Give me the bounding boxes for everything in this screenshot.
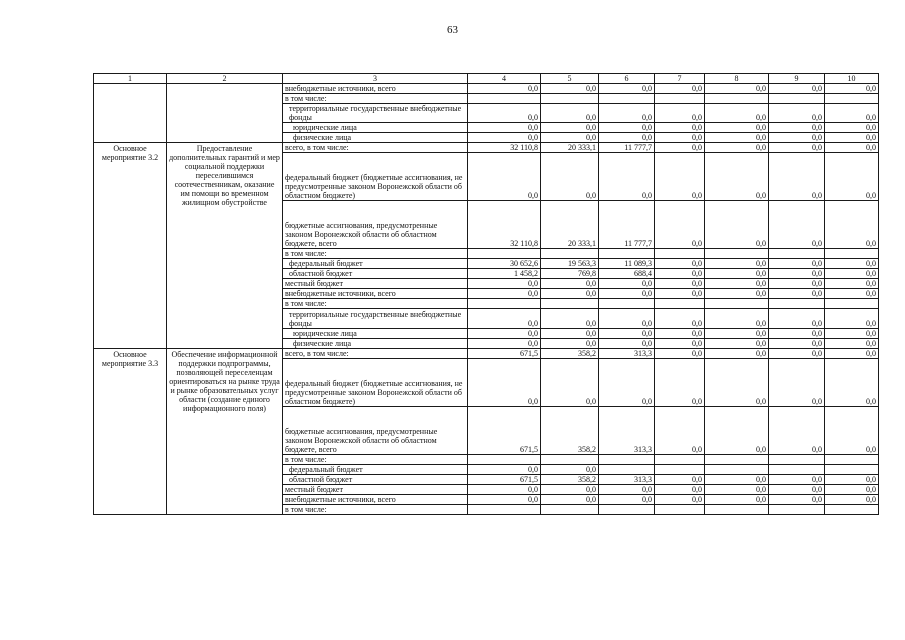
value-cell: 0,0 [769,269,825,279]
value-cell: 358,2 [541,475,599,485]
value-cell: 0,0 [541,495,599,505]
value-cell: 0,0 [705,133,769,143]
source-cell: местный бюджет [283,279,468,289]
value-cell: 358,2 [541,407,599,455]
value-cell: 0,0 [468,84,541,94]
value-cell: 0,0 [705,123,769,133]
source-cell: в том числе: [283,299,468,309]
value-cell [825,299,879,309]
header-cell: 10 [825,74,879,84]
value-cell: 0,0 [705,407,769,455]
value-cell: 11 089,3 [599,259,655,269]
value-cell: 0,0 [655,329,705,339]
value-cell: 0,0 [599,104,655,123]
value-cell [468,299,541,309]
value-cell: 0,0 [705,269,769,279]
value-cell: 0,0 [825,359,879,407]
value-cell [468,505,541,515]
source-cell: всего, в том числе: [283,143,468,153]
value-cell [655,505,705,515]
source-cell: территориальные государственные внебюджетные фонды [283,104,468,123]
value-cell: 0,0 [468,279,541,289]
value-cell: 0,0 [468,309,541,329]
value-cell: 0,0 [468,123,541,133]
value-cell: 0,0 [705,309,769,329]
value-cell: 0,0 [655,495,705,505]
value-cell: 0,0 [825,329,879,339]
value-cell [705,505,769,515]
value-cell: 0,0 [705,279,769,289]
measure-title: Обеспечение информационной поддержки подпрограммы, позволяющей переселенцам ориентироваться на рынке труда и рынке образовательных услуг области (создание единого информационного поля) [167,349,283,515]
value-cell: 0,0 [825,123,879,133]
value-cell [769,249,825,259]
value-cell: 0,0 [599,485,655,495]
value-cell: 0,0 [468,485,541,495]
value-cell: 0,0 [825,349,879,359]
value-cell: 0,0 [541,133,599,143]
source-cell: внебюджетные источники, всего [283,495,468,505]
value-cell: 358,2 [541,349,599,359]
value-cell: 0,0 [655,269,705,279]
value-cell: 0,0 [541,485,599,495]
value-cell [655,455,705,465]
value-cell [599,505,655,515]
value-cell: 0,0 [541,329,599,339]
value-cell: 11 777,7 [599,201,655,249]
source-cell: в том числе: [283,455,468,465]
value-cell: 0,0 [655,84,705,94]
value-cell [769,455,825,465]
measure-title: Предоставление дополнительных гарантий и мер социальной поддержки переселившимся соотечественникам, оказание им помощи во временном жилищном обустройстве [167,143,283,349]
value-cell: 0,0 [705,143,769,153]
value-cell: 0,0 [769,349,825,359]
value-cell: 313,3 [599,349,655,359]
value-cell: 0,0 [541,104,599,123]
value-cell: 0,0 [468,495,541,505]
header-row [94,74,879,84]
page-number: 63 [447,24,458,36]
value-cell: 671,5 [468,407,541,455]
value-cell: 0,0 [599,329,655,339]
value-cell: 0,0 [769,309,825,329]
value-cell: 0,0 [825,485,879,495]
value-cell [769,505,825,515]
value-cell: 0,0 [705,359,769,407]
value-cell: 671,5 [468,475,541,485]
source-cell: физические лица [283,133,468,143]
value-cell: 0,0 [655,475,705,485]
value-cell: 0,0 [705,495,769,505]
value-cell: 0,0 [655,201,705,249]
header-cell: 3 [283,74,468,84]
value-cell: 0,0 [825,495,879,505]
value-cell: 688,4 [599,269,655,279]
value-cell: 0,0 [705,201,769,249]
value-cell: 0,0 [825,153,879,201]
value-cell: 0,0 [825,133,879,143]
value-cell: 0,0 [769,289,825,299]
source-cell: местный бюджет [283,485,468,495]
value-cell: 0,0 [705,153,769,201]
source-cell: внебюджетные источники, всего [283,289,468,299]
value-cell: 0,0 [825,201,879,249]
value-cell: 0,0 [705,104,769,123]
value-cell: 0,0 [655,259,705,269]
value-cell: 0,0 [769,475,825,485]
value-cell [655,94,705,104]
value-cell: 0,0 [705,84,769,94]
value-cell: 0,0 [825,407,879,455]
value-cell: 0,0 [769,359,825,407]
value-cell: 0,0 [705,329,769,339]
value-cell: 0,0 [769,485,825,495]
value-cell: 0,0 [825,143,879,153]
value-cell: 0,0 [655,349,705,359]
value-cell: 0,0 [769,104,825,123]
value-cell: 0,0 [655,279,705,289]
value-cell: 0,0 [541,359,599,407]
value-cell: 0,0 [769,123,825,133]
source-cell: в том числе: [283,505,468,515]
header-cell: 5 [541,74,599,84]
value-cell: 0,0 [599,289,655,299]
value-cell [541,505,599,515]
value-cell: 1 458,2 [468,269,541,279]
value-cell [655,299,705,309]
value-cell: 0,0 [655,485,705,495]
value-cell: 313,3 [599,475,655,485]
value-cell [769,94,825,104]
source-cell: внебюджетные источники, всего [283,84,468,94]
source-cell: бюджетные ассигнования, предусмотренные законом Воронежской области об областном бюджете, всего [283,201,468,249]
table-body [94,74,879,515]
value-cell: 32 110,8 [468,201,541,249]
value-cell [825,465,879,475]
value-cell [655,465,705,475]
value-cell: 0,0 [769,407,825,455]
value-cell: 0,0 [655,133,705,143]
measure-code: Основное мероприятие 3.2 [94,143,167,349]
value-cell: 0,0 [655,407,705,455]
table-row [94,84,879,94]
value-cell: 0,0 [599,359,655,407]
source-cell: областной бюджет [283,475,468,485]
value-cell [705,249,769,259]
value-cell: 30 652,6 [468,259,541,269]
value-cell: 0,0 [655,143,705,153]
value-cell: 0,0 [825,269,879,279]
empty-cell [167,84,283,143]
value-cell: 0,0 [705,289,769,299]
value-cell [705,455,769,465]
value-cell: 0,0 [769,329,825,339]
header-cell: 6 [599,74,655,84]
header-cell: 4 [468,74,541,84]
value-cell: 0,0 [468,359,541,407]
value-cell [599,249,655,259]
source-cell: федеральный бюджет [283,465,468,475]
value-cell [599,299,655,309]
value-cell: 0,0 [705,485,769,495]
source-cell: федеральный бюджет (бюджетные ассигнования, не предусмотренные законом Воронежской области об областном бюджете) [283,359,468,407]
value-cell: 313,3 [599,407,655,455]
header-cell: 8 [705,74,769,84]
value-cell: 0,0 [468,133,541,143]
header-cell: 9 [769,74,825,84]
value-cell: 0,0 [825,309,879,329]
value-cell: 0,0 [599,153,655,201]
source-cell: в том числе: [283,94,468,104]
value-cell [541,249,599,259]
value-cell [541,94,599,104]
value-cell: 0,0 [769,84,825,94]
value-cell [541,299,599,309]
value-cell: 0,0 [769,133,825,143]
value-cell [599,455,655,465]
value-cell [825,505,879,515]
source-cell: физические лица [283,339,468,349]
value-cell: 0,0 [599,339,655,349]
value-cell: 11 777,7 [599,143,655,153]
source-cell: бюджетные ассигнования, предусмотренные законом Воронежской области об областном бюджете, всего [283,407,468,455]
value-cell: 0,0 [599,309,655,329]
source-cell: юридические лица [283,123,468,133]
value-cell: 32 110,8 [468,143,541,153]
value-cell [705,299,769,309]
value-cell: 0,0 [599,279,655,289]
value-cell [468,94,541,104]
header-cell: 2 [167,74,283,84]
value-cell: 0,0 [825,475,879,485]
value-cell [769,299,825,309]
value-cell: 769,8 [541,269,599,279]
value-cell [655,249,705,259]
value-cell [599,465,655,475]
value-cell [825,455,879,465]
value-cell: 0,0 [769,279,825,289]
value-cell: 0,0 [769,495,825,505]
value-cell [705,94,769,104]
value-cell: 0,0 [655,309,705,329]
value-cell: 671,5 [468,349,541,359]
value-cell: 19 563,3 [541,259,599,269]
value-cell: 0,0 [541,123,599,133]
value-cell: 0,0 [825,259,879,269]
value-cell: 0,0 [769,201,825,249]
value-cell: 0,0 [599,84,655,94]
value-cell: 0,0 [769,143,825,153]
value-cell: 0,0 [468,339,541,349]
value-cell: 0,0 [541,289,599,299]
source-cell: юридические лица [283,329,468,339]
value-cell: 0,0 [541,309,599,329]
source-cell: федеральный бюджет (бюджетные ассигнования, не предусмотренные законом Воронежской области об областном бюджете) [283,153,468,201]
value-cell [468,455,541,465]
source-cell: федеральный бюджет [283,259,468,269]
header-cell: 1 [94,74,167,84]
source-cell: территориальные государственные внебюджетные фонды [283,309,468,329]
value-cell [541,455,599,465]
value-cell: 0,0 [468,329,541,339]
value-cell: 0,0 [825,279,879,289]
value-cell: 0,0 [468,153,541,201]
value-cell: 0,0 [599,495,655,505]
source-cell: всего, в том числе: [283,349,468,359]
table-row [94,349,879,359]
value-cell: 0,0 [705,349,769,359]
value-cell: 0,0 [769,153,825,201]
header-cell: 7 [655,74,705,84]
value-cell [825,94,879,104]
value-cell: 0,0 [468,289,541,299]
value-cell: 0,0 [541,84,599,94]
value-cell: 0,0 [655,153,705,201]
value-cell: 0,0 [825,289,879,299]
value-cell: 0,0 [705,475,769,485]
value-cell [468,249,541,259]
value-cell: 0,0 [468,104,541,123]
source-cell: областной бюджет [283,269,468,279]
value-cell: 0,0 [599,123,655,133]
value-cell: 0,0 [655,339,705,349]
table-row [94,143,879,153]
value-cell: 0,0 [825,339,879,349]
value-cell: 0,0 [825,104,879,123]
empty-cell [94,84,167,143]
value-cell: 0,0 [655,359,705,407]
value-cell: 20 333,1 [541,143,599,153]
value-cell: 0,0 [769,339,825,349]
value-cell [769,465,825,475]
value-cell: 0,0 [541,279,599,289]
value-cell: 0,0 [655,104,705,123]
value-cell: 0,0 [541,465,599,475]
value-cell: 0,0 [468,465,541,475]
value-cell: 0,0 [655,289,705,299]
value-cell: 20 333,1 [541,201,599,249]
value-cell: 0,0 [541,339,599,349]
value-cell: 0,0 [541,153,599,201]
value-cell: 0,0 [655,123,705,133]
measure-code: Основное мероприятие 3.3 [94,349,167,515]
value-cell [599,94,655,104]
budget-table [93,73,879,515]
value-cell [825,249,879,259]
value-cell: 0,0 [825,84,879,94]
source-cell: в том числе: [283,249,468,259]
value-cell: 0,0 [769,259,825,269]
value-cell [705,465,769,475]
value-cell: 0,0 [705,259,769,269]
value-cell: 0,0 [705,339,769,349]
value-cell: 0,0 [599,133,655,143]
